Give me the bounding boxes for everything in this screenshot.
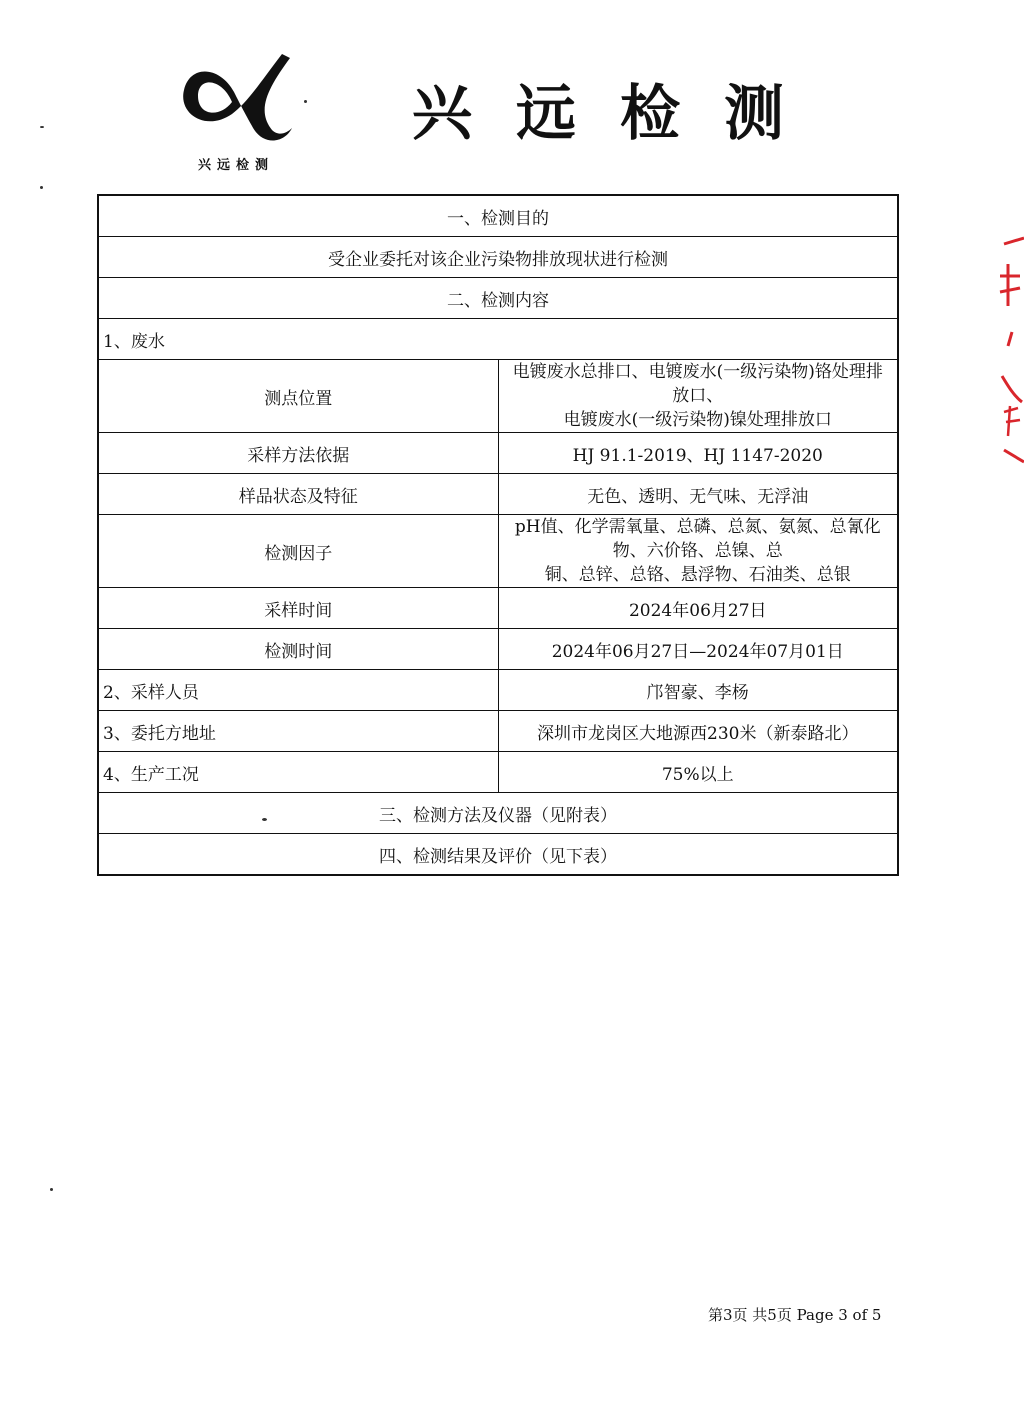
row-value: HJ 91.1-2019、HJ 1147-2020 xyxy=(498,433,898,474)
row-value: 2024年06月27日 xyxy=(498,588,898,629)
row-value: 无色、透明、无气味、无浮油 xyxy=(498,474,898,515)
wastewater-row xyxy=(98,319,898,360)
scan-speck xyxy=(50,1188,53,1191)
company-logo xyxy=(176,52,296,176)
scan-speck xyxy=(40,126,44,128)
table-row xyxy=(98,629,898,670)
row-value xyxy=(498,360,898,433)
row-label: 采样时间 xyxy=(98,588,498,629)
row-label: 检测因子 xyxy=(98,515,498,588)
item-value: 邝智豪、李杨 xyxy=(498,670,898,711)
row-value: 2024年06月27日—2024年07月01日 xyxy=(498,629,898,670)
brand-title: 兴远检测 xyxy=(412,79,828,149)
value-line: 电镀废水总排口、电镀废水(一级污染物)铬处理排放口、 xyxy=(512,362,883,406)
section-row xyxy=(98,195,898,237)
value-line: pH值、化学需氧量、总磷、总氮、氨氮、总氰化物、六价铬、总镍、总 xyxy=(514,517,881,561)
table-row xyxy=(98,433,898,474)
section-row xyxy=(98,793,898,834)
row-label: 采样方法依据 xyxy=(98,433,498,474)
section-row xyxy=(98,834,898,876)
section-title: 三、检测方法及仪器（见附表） xyxy=(98,793,898,834)
row-label: 样品状态及特征 xyxy=(98,474,498,515)
report-table xyxy=(97,194,899,876)
item-label: 2、采样人员 xyxy=(98,670,498,711)
value-line: 铜、总锌、总铬、悬浮物、石油类、总银 xyxy=(544,565,851,585)
item-value: 深圳市龙岗区大地源西230米（新泰路北） xyxy=(498,711,898,752)
logo-mark-icon xyxy=(176,52,296,152)
section-title: 四、检测结果及评价（见下表） xyxy=(98,834,898,876)
red-seal-stamp xyxy=(986,236,1024,468)
wastewater-label: 1、废水 xyxy=(98,319,898,360)
scan-speck xyxy=(40,186,43,189)
row-label: 检测时间 xyxy=(98,629,498,670)
table-row xyxy=(98,515,898,588)
item-value: 75%以上 xyxy=(498,752,898,793)
scan-speck xyxy=(304,100,307,103)
row-value xyxy=(498,515,898,588)
value-line: 电镀废水(一级污染物)镍处理排放口 xyxy=(563,410,832,430)
page-footer: 第3页 共5页 Page 3 of 5 xyxy=(708,1306,882,1324)
section-row xyxy=(98,278,898,319)
item-label: 3、委托方地址 xyxy=(98,711,498,752)
table-row xyxy=(98,752,898,793)
table-row xyxy=(98,588,898,629)
seal-icon xyxy=(986,236,1024,468)
logo-caption: 兴远检测 xyxy=(197,158,274,173)
section-title: 一、检测目的 xyxy=(98,195,898,237)
table-row xyxy=(98,670,898,711)
purpose-text: 受企业委托对该企业污染物排放现状进行检测 xyxy=(98,237,898,278)
item-label: 4、生产工况 xyxy=(98,752,498,793)
row-label: 测点位置 xyxy=(98,360,498,433)
section-body-row xyxy=(98,237,898,278)
table-row xyxy=(98,360,898,433)
section-title: 二、检测内容 xyxy=(98,278,898,319)
scan-speck xyxy=(262,818,267,821)
table-row xyxy=(98,474,898,515)
table-row xyxy=(98,711,898,752)
